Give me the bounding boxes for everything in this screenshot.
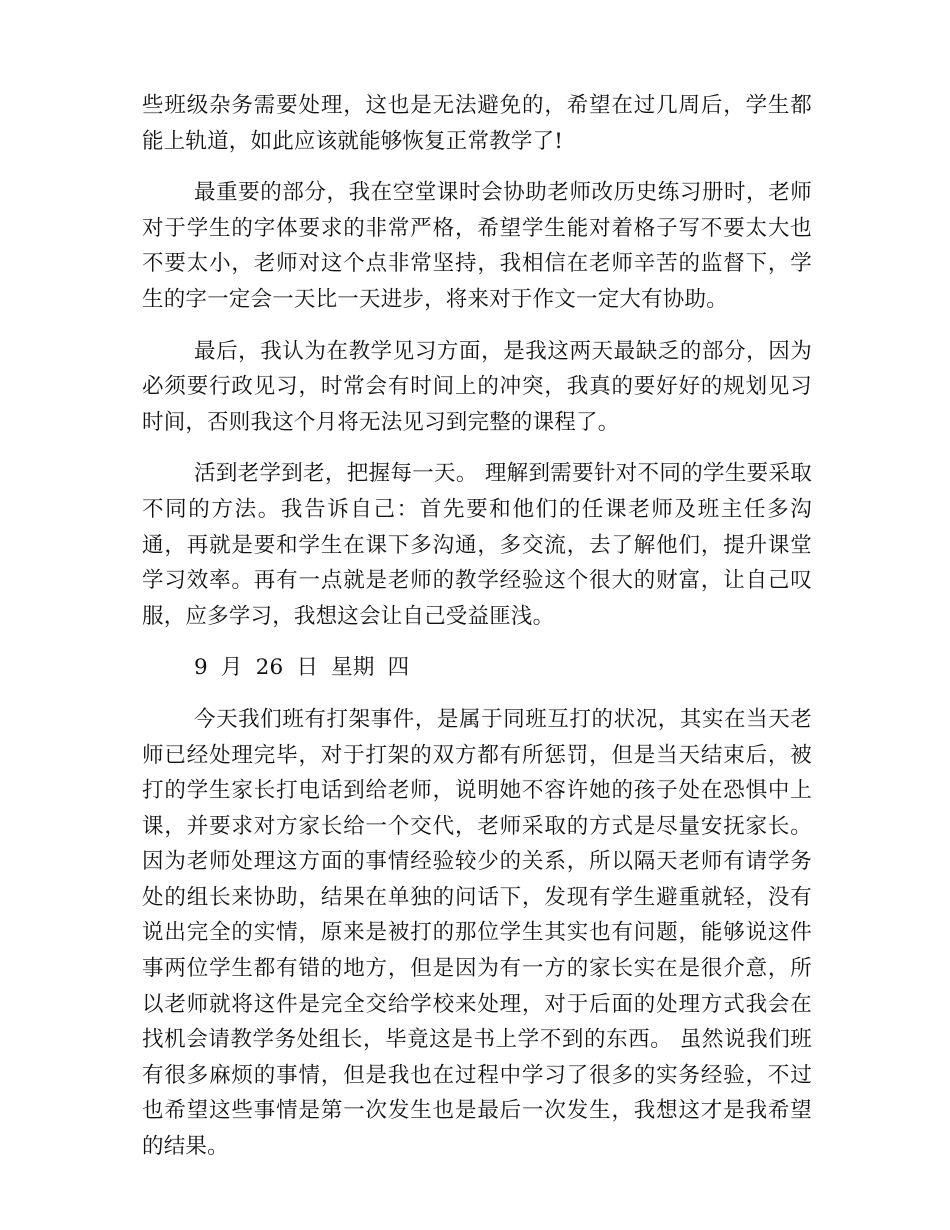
paragraph-teaching-observation: 最后，我认为在教学见习方面，是我这两天最缺乏的部分，因为必须要行政见习，时常会有时间上的冲突，我真的要好好的规划见习时间，否则我这个月将无法见习到完整的课程了。 — [142, 338, 812, 435]
document-body — [142, 88, 812, 1181]
paragraph-fight-incident: 今天我们班有打架事件，是属于同班互打的状况，其实在当天老师已经处理完毕，对于打架的双方都有所惩罚，但是当天结束后，被打的学生家长打电话到给老师，说明她不容许她的孩子处在恐惧中上课，并要求对方家长给一个交代，老师采取的方式是尽量安抚家长。因为老师处理这方面的事情经验较少的关系，所以隔天老师有请学务处的组长来协助，结果在单独的问话下，发现有学生避重就轻，没有说出完全的实情，原来是被打的那位学生其实也有问题，能够说这件事两位学生都有错的地方，但是因为有一方的家长实在是很介意，所以老师就将这件是完全交给学校来处理，对于后面的处理方式我会在找机会请教学务处组长，毕竟这是书上学不到的东西。 虽然说我们班有很多麻烦的事情，但是我也在过程中学习了很多的实务经验，不过也希望这些事情是第一次发生也是最后一次发生，我想这才是我希望的结果。 — [142, 706, 812, 1160]
paragraph-continuation: 些班级杂务需要处理，这也是无法避免的，希望在过几周后，学生都能上轨道，如此应该就能够恢复正常教学了! — [142, 93, 812, 154]
paragraph-lifelong-learning: 活到老学到老，把握每一天。 理解到需要针对不同的学生要采取不同的方法。我告诉自己：首先要和他们的任课老师及班主任多沟通，再就是要和学生在课下多沟通，多交流，去了解他们，提升课堂学习效率。再有一点就是老师的教学经验这个很大的财富，让自己叹服，应多学习，我想这会让自己受益匪浅。 — [142, 461, 812, 629]
paragraph-history-workbook: 最重要的部分，我在空堂课时会协助老师改历史练习册时，老师对于学生的字体要求的非常严格，希望学生能对着格子写不要太大也不要太小，老师对这个点非常坚持，我相信在老师辛苦的监督下，学生的字一定会一天比一天进步，将来对于作文一定大有协助。 — [142, 180, 812, 312]
date-heading: 9 月 26 日 星期 四 — [194, 655, 410, 681]
